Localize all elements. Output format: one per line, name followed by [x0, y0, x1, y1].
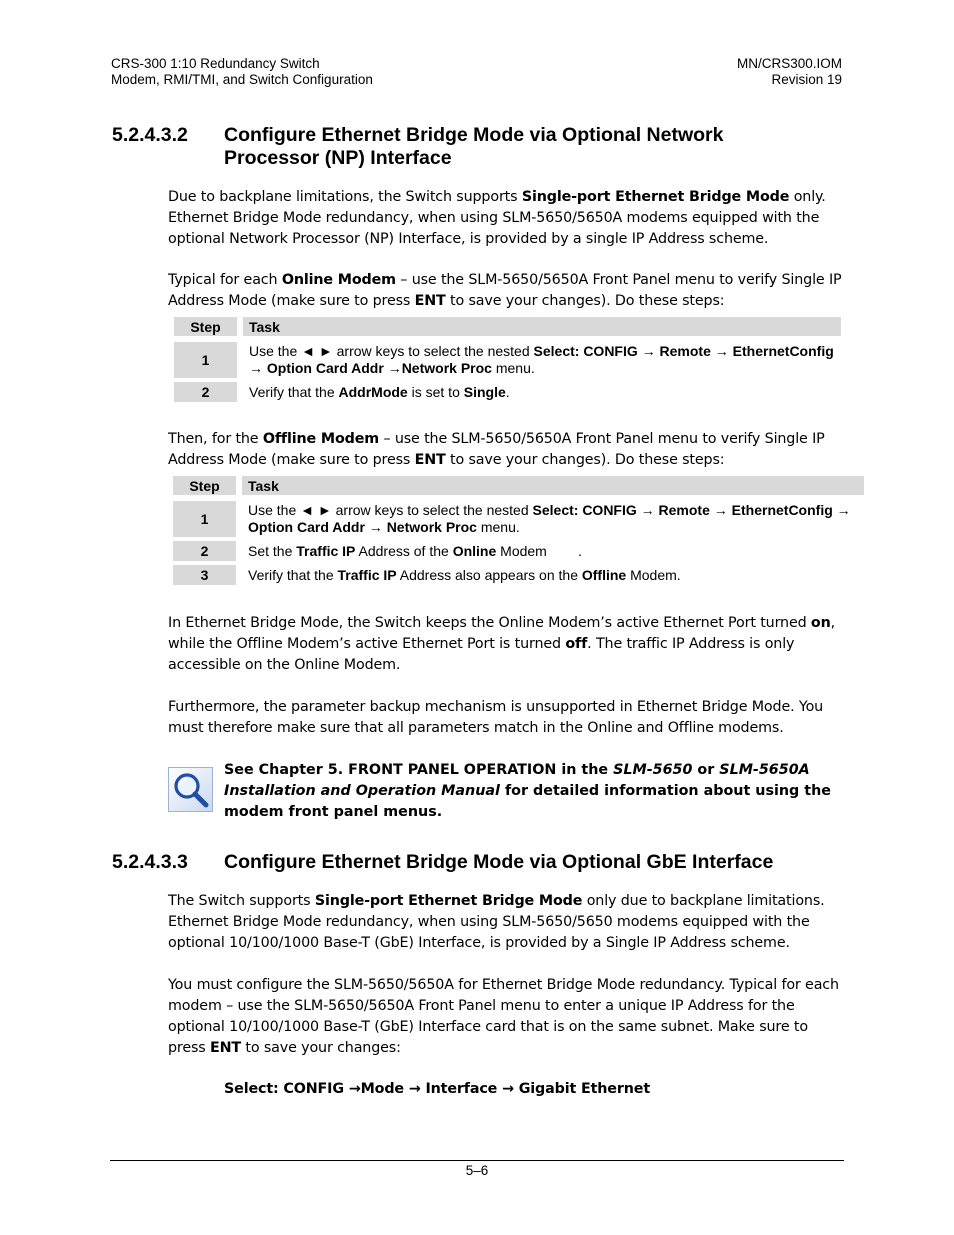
bold-text: Traffic IP [296, 542, 356, 559]
italic-text: SLM-5650A Installation and Operation Manual [224, 762, 810, 799]
text: Use the ◄ ► arrow keys to select the nested [248, 502, 533, 518]
bold-text: Single-port Ethernet Bridge Mode [314, 893, 583, 909]
column-header-task: Task [243, 317, 841, 336]
bold-text: ENT [414, 293, 446, 309]
task-text [242, 541, 864, 561]
table-row [174, 382, 841, 402]
text: is set to [407, 383, 464, 400]
text: only due to backplane limitations. Ethernet Bridge Mode redundancy, when using SLM-5650/5650 modems equipped with the optional 10/100/1000 Base-T (GbE) Interface, is provided by a Single IP Address scheme. [168, 893, 825, 951]
menu-path: Select: CONFIG →Mode → Interface → Gigabit Ethernet [224, 1081, 650, 1097]
bold-text: Traffic IP [337, 566, 397, 583]
steps-table-1 [174, 317, 841, 402]
header-left [111, 56, 511, 88]
bold-text: Single [463, 383, 506, 400]
reference-note [224, 760, 844, 823]
table-header-row [174, 317, 841, 336]
table-header-row [173, 476, 864, 495]
text: Verify that the [249, 383, 339, 400]
bold-text: Online Modem [281, 272, 396, 288]
text: – use the SLM-5650/5650A Front Panel menu to verify Single IP Address Mode (make sure to press [168, 431, 825, 468]
text: Modem . [496, 542, 582, 559]
section-number: 5.2.4.3.3 [112, 851, 188, 873]
column-header-step: Step [173, 476, 236, 495]
bold-text: ENT [414, 452, 446, 468]
section-heading-1 [112, 124, 852, 172]
text: or [692, 762, 720, 778]
paragraph [168, 270, 848, 312]
paragraph [168, 613, 848, 676]
step-number: 1 [174, 342, 237, 378]
section-title: Configure Ethernet Bridge Mode via Optional Network Processor (NP) Interface [224, 124, 724, 169]
text: Use the ◄ ► arrow keys to select the nested [249, 343, 534, 359]
header-doc-number: MN/CRS300.IOM [736, 56, 842, 71]
text: Address of the [355, 542, 453, 559]
footer-divider [110, 1160, 844, 1161]
text: to save your changes). Do these steps: [445, 452, 725, 468]
bold-text: Select: CONFIG → Remote → EthernetConfig → Option Card Addr →Network Proc [249, 343, 834, 376]
paragraph [168, 187, 848, 250]
bold-text: Offline Modem [262, 431, 380, 447]
task-text [243, 342, 841, 378]
section-title: Configure Ethernet Bridge Mode via Optional GbE Interface [224, 851, 774, 873]
magnifier-icon [168, 767, 213, 812]
text: menu. [476, 519, 520, 535]
paragraph [168, 891, 848, 954]
bold-text: on [810, 615, 831, 631]
text: to save your changes). Do these steps: [445, 293, 725, 309]
paragraph: Furthermore, the parameter backup mechanism is unsupported in Ethernet Bridge Mode. You must therefore make sure that all parameters match in the Online and Offline modems. [168, 699, 824, 736]
text: Set the [248, 542, 297, 559]
step-number: 2 [174, 382, 237, 402]
table-row [173, 541, 864, 561]
column-header-step: Step [174, 317, 237, 336]
text: to save your changes: [241, 1040, 401, 1056]
text: menu. [491, 360, 535, 376]
bold-text: AddrMode [338, 383, 408, 400]
text: In Ethernet Bridge Mode, the Switch keeps the Online Modem’s active Ethernet Port turned [168, 615, 811, 631]
text: Then, for the [168, 431, 263, 447]
paragraph [168, 975, 848, 1059]
task-text [243, 382, 841, 402]
step-number: 3 [173, 565, 236, 585]
section-number: 5.2.4.3.2 [112, 124, 188, 146]
task-text [242, 565, 864, 585]
header-right [542, 56, 842, 88]
table-row [173, 501, 864, 537]
text: You must configure the SLM-5650/5650A for Ethernet Bridge Mode redundancy. Typical for each modem – use the SLM-5650/5650A Front Panel menu to enter a unique IP Address for the optional 10/100/1000 Base-T (GbE) Interface card that is on the same subnet. Make sure to press [168, 977, 839, 1056]
text: , while the Offline Modem’s active Ethernet Port is turned [168, 615, 836, 652]
text: . [505, 383, 510, 400]
section-heading-2 [112, 851, 852, 875]
bold-text: Online [452, 542, 497, 559]
bold-text: Offline [581, 566, 627, 583]
text: Modem. [626, 566, 681, 583]
header-subtitle: Modem, RMI/TMI, and Switch Configuration [111, 72, 373, 87]
bold-text: ENT [209, 1040, 242, 1056]
header-revision: Revision 19 [771, 72, 842, 87]
bold-text: off [565, 636, 588, 652]
table-row [173, 565, 864, 585]
step-number: 2 [173, 541, 236, 561]
text: – use the SLM-5650/5650A Front Panel menu to verify Single IP Address Mode (make sure to press [168, 272, 842, 309]
italic-text: SLM-5650 [613, 762, 693, 778]
text: Address also appears on the [396, 566, 582, 583]
page-number: 5–6 [465, 1163, 489, 1178]
bold-text: Select: CONFIG → Remote → EthernetConfig → Option Card Addr → Network Proc [248, 502, 851, 535]
table-row [174, 342, 841, 378]
text: The Switch supports [168, 893, 315, 909]
bold-text: Single-port Ethernet Bridge Mode [521, 189, 790, 205]
text: Verify that the [248, 566, 338, 583]
step-number: 1 [173, 501, 236, 537]
text: . The traffic IP Address is only accessible on the Online Modem. [168, 636, 795, 673]
text: for detailed information about using the modem front panel menus. [224, 783, 831, 820]
text: Due to backplane limitations, the Switch supports [168, 189, 522, 205]
steps-table-2 [173, 476, 864, 585]
text: only. Ethernet Bridge Mode redundancy, when using SLM-5650/5650A modems equipped with the optional Network Processor (NP) Interface, is provided by a single IP Address scheme. [168, 189, 826, 247]
text: Typical for each [168, 272, 282, 288]
task-text [242, 501, 864, 537]
text: See Chapter 5. FRONT PANEL OPERATION in the [224, 762, 614, 778]
header-title: CRS-300 1:10 Redundancy Switch [111, 56, 320, 71]
column-header-task: Task [242, 476, 864, 495]
paragraph [168, 429, 848, 471]
